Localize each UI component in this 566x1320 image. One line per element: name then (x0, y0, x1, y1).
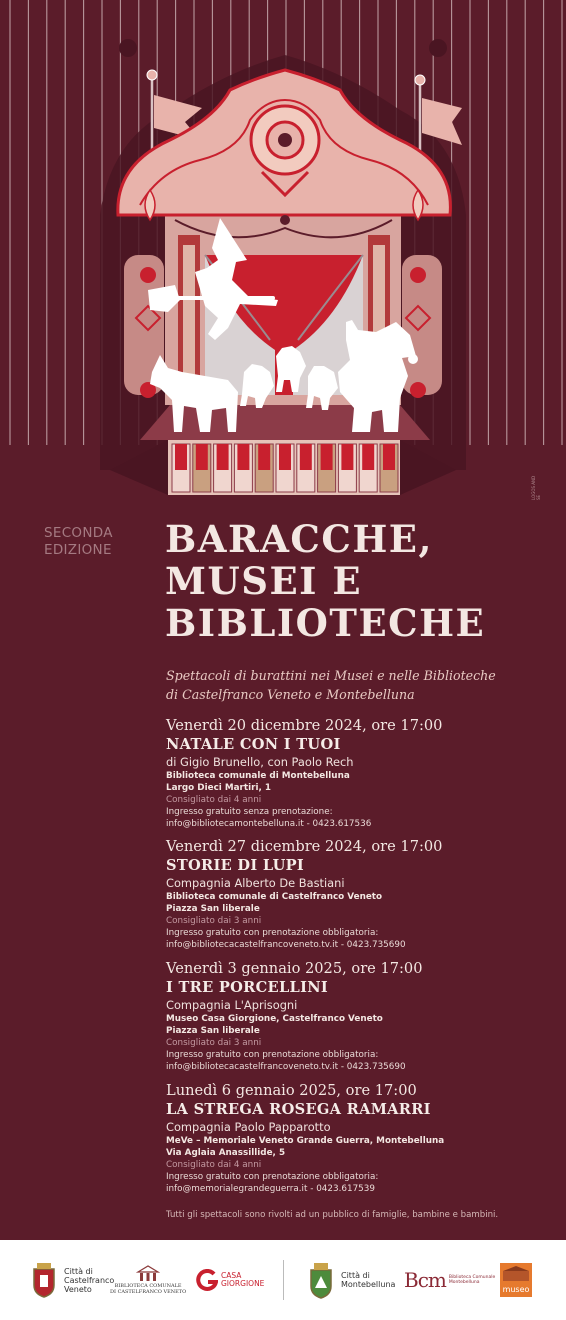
event-venue: Biblioteca comunale di Montebelluna (166, 771, 350, 781)
biblioteca-line-2: DI CASTELFRANCO VENETO (110, 1289, 187, 1295)
castelfranco-logo (30, 1240, 114, 1320)
biblioteca-line-1: BIBLIOTECA COMUNALE (114, 1283, 182, 1289)
event-venue: Museo Casa Giorgione, Castelfranco Veneto (166, 1014, 383, 1024)
event-date: Venerdì 20 dicembre 2024, ore 17:00 (166, 717, 443, 734)
montebelluna-line-1: Città di (341, 1271, 370, 1280)
event-address: Piazza San liberale (166, 1026, 260, 1036)
edition-line-1: SECONDA (44, 525, 113, 541)
museo-label: museo (502, 1285, 530, 1294)
library-building-icon (136, 1265, 160, 1283)
piano-key-accent (217, 444, 229, 470)
castelfranco-line-3: Veneto (64, 1284, 92, 1294)
event-contact: info@bibliotecacastelfrancoveneto.tv.it - 0423.735690 (166, 940, 406, 950)
piano-key-accent (279, 444, 291, 470)
event-title: I TRE PORCELLINI (166, 979, 328, 996)
event-date: Lunedì 6 gennaio 2025, ore 17:00 (166, 1082, 417, 1099)
biblioteca-castelfranco-logo (110, 1240, 186, 1320)
bcm-label: Biblioteca Comunale Montebelluna (448, 1275, 496, 1285)
event-venue: MeVe – Memoriale Veneto Grande Guerra, Montebelluna (166, 1136, 445, 1146)
event-contact: info@bibliotecamontebelluna.it - 0423.617536 (166, 819, 372, 829)
partner-logos-bar (0, 1240, 566, 1320)
event-company: Compagnia Paolo Papparotto (166, 1120, 331, 1134)
piano-key-accent (383, 444, 395, 470)
puppet-theater-illustration (0, 0, 566, 505)
montebelluna-line-2: Montebelluna (341, 1280, 396, 1289)
casa-line-1: CASA (221, 1271, 242, 1280)
event-contact: info@memorialegrandeguerra.it - 0423.617539 (166, 1184, 375, 1194)
title-line-3: BIBLIOTECHE (165, 601, 486, 645)
event-age: Consigliato dai 3 anni (166, 916, 262, 926)
event-entry: Ingresso gratuito senza prenotazione: (166, 807, 333, 817)
event-address: Piazza San liberale (166, 904, 260, 914)
event-title: LA STREGA ROSEGA RAMARRI (166, 1101, 431, 1118)
piano-key-accent (362, 444, 374, 470)
castelfranco-line-1: Città di (64, 1266, 93, 1276)
casa-line-2: GIORGIONE (221, 1279, 265, 1288)
castelfranco-label (64, 1267, 114, 1294)
page-title (165, 518, 545, 644)
montebelluna-crest-icon (306, 1260, 336, 1300)
logo-divider (283, 1260, 284, 1300)
piano-key-accent (175, 444, 187, 470)
event-date: Venerdì 27 dicembre 2024, ore 17:00 (166, 838, 443, 855)
subtitle-line-1: Spettacoli di burattini nei Musei e nelle Biblioteche (166, 668, 496, 683)
bcm-logo (404, 1240, 497, 1320)
event-date: Venerdì 3 gennaio 2025, ore 17:00 (166, 960, 423, 977)
event-block (166, 837, 546, 951)
piano-key-accent (258, 444, 270, 470)
event-company: Compagnia Alberto De Bastiani (166, 876, 345, 890)
museo-building-icon (500, 1265, 532, 1283)
piano-key-accent (341, 444, 353, 470)
edition-label (44, 525, 154, 559)
event-age: Consigliato dai 3 anni (166, 1038, 262, 1048)
event-address: Largo Dieci Martiri, 1 (166, 783, 271, 793)
castelfranco-crest-icon (30, 1261, 58, 1299)
castelfranco-line-2: Castelfranco (64, 1275, 115, 1285)
event-venue: Biblioteca comunale di Castelfranco Veneto (166, 892, 383, 902)
event-company: di Gigio Brunello, con Paolo Rech (166, 755, 354, 769)
subtitle-line-2: di Castelfranco Veneto e Montebelluna (166, 687, 415, 702)
casa-giorgione-logo (196, 1240, 264, 1320)
biblioteca-castelfranco-label (110, 1283, 186, 1295)
casa-giorgione-g-icon (196, 1269, 218, 1291)
event-block (166, 1081, 546, 1195)
event-block (166, 716, 546, 830)
event-entry: Ingresso gratuito con prenotazione obbligatoria: (166, 1172, 379, 1182)
title-line-1: BARACCHE, (165, 517, 433, 561)
event-contact: info@bibliotecacastelfrancoveneto.tv.it - 0423.735690 (166, 1062, 406, 1072)
montebelluna-label (341, 1271, 395, 1289)
piano-key-accent (196, 444, 208, 470)
museo-logo (500, 1240, 532, 1320)
bcm-mark: Bcm (404, 1268, 446, 1292)
event-entry: Ingresso gratuito con prenotazione obbligatoria: (166, 928, 379, 938)
casa-giorgione-label (221, 1272, 264, 1288)
museo-badge (500, 1263, 532, 1297)
event-block (166, 959, 546, 1073)
event-entry: Ingresso gratuito con prenotazione obbligatoria: (166, 1050, 379, 1060)
biblioteca-castelfranco-mark (110, 1265, 186, 1295)
subtitle (166, 666, 546, 704)
piano-key-accent (321, 444, 333, 470)
audience-note: Tutti gli spettacoli sono rivolti ad un pubblico di famiglie, bambine e bambini. (166, 1210, 499, 1220)
event-company: Compagnia L'Aprisogni (166, 998, 298, 1012)
piano-key-accent (300, 444, 312, 470)
piano-key-accent (237, 444, 249, 470)
event-age: Consigliato dai 4 anni (166, 1160, 262, 1170)
event-title: NATALE CON I TUOI (166, 736, 341, 753)
montebelluna-logo (306, 1240, 395, 1320)
event-address: Via Aglaia Anassillide, 5 (166, 1148, 286, 1158)
edition-line-2: EDIZIONE (44, 542, 112, 558)
vertical-credit: LOGOS AND SE (531, 475, 541, 500)
event-title: STORIE DI LUPI (166, 857, 305, 874)
event-age: Consigliato dai 4 anni (166, 795, 262, 805)
title-line-2: MUSEI E (165, 559, 363, 603)
